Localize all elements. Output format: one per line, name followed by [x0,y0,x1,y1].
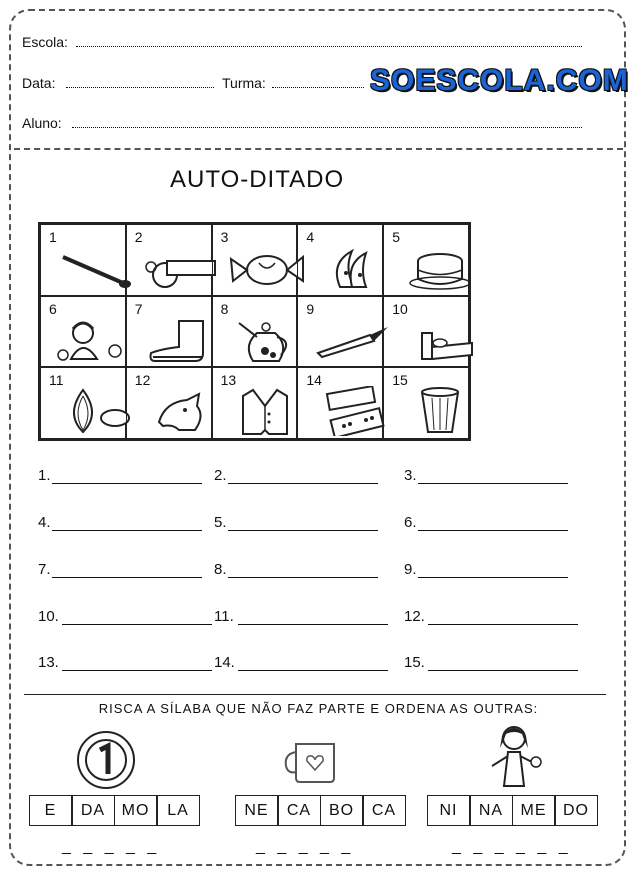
pen-icon [310,315,394,365]
picture-number: 8 [220,300,229,317]
syllable-box[interactable]: NA [469,795,513,826]
picture-cell [297,367,383,439]
answer-label: 9. [404,561,417,578]
answer-label: 11. [214,608,234,625]
picture-cell [126,224,212,296]
boot-icon [139,315,223,365]
picture-cell [297,224,383,296]
picture-number: 15 [392,372,408,389]
answer-label: 13. [38,654,59,671]
syllable-row [236,795,406,826]
picture-number: 6 [49,300,57,317]
answer-line[interactable] [62,670,212,671]
cake-icon [396,243,480,293]
turma-field[interactable] [272,87,364,88]
syllable-box[interactable]: BO [320,795,364,826]
picture-cell [126,296,212,368]
syllable-box[interactable]: MO [114,795,158,826]
girl-icon [484,720,544,790]
answer-label: 8. [214,561,227,578]
answer-line[interactable] [228,577,378,578]
answer-label: 4. [38,514,51,531]
syllable-box[interactable]: LA [156,795,200,826]
whistle-icon [139,243,223,293]
picture-cell [383,224,469,296]
answer-label: 5. [214,514,227,531]
answer-line[interactable] [238,624,388,625]
answer-label: 7. [38,561,51,578]
picture-grid [38,222,471,441]
answer-label: 3. [404,467,417,484]
syllable-box[interactable]: NE [235,795,279,826]
turma-label: Turma: [222,75,266,91]
answer-label: 15. [404,654,425,671]
answer-line[interactable] [418,530,568,531]
answer-line[interactable] [52,577,202,578]
picture-number: 13 [220,372,237,389]
answer-blanks[interactable]: _ _ _ _ _ [62,838,161,855]
bed-icon [396,315,480,365]
vest-icon [225,386,309,436]
glass-icon [396,386,480,436]
answer-line[interactable] [52,483,202,484]
picture-number: 3 [220,229,229,245]
picture-number: 12 [134,372,151,389]
aluno-label: Aluno: [22,115,62,131]
picture-cell [297,296,383,368]
picture-number: 14 [306,372,322,389]
candy-icon [225,243,309,293]
picture-cell [212,296,298,368]
answer-blanks[interactable]: _ _ _ _ _ _ [452,838,572,855]
picture-cell [40,367,126,439]
answer-label: 1. [38,467,51,484]
picture-cell [212,224,298,296]
answer-line[interactable] [428,670,578,671]
onion-icon [53,386,137,436]
answer-label: 10. [38,608,59,625]
aluno-field[interactable] [72,127,582,128]
horse-icon [139,386,223,436]
teapot-icon [225,315,309,365]
picture-cell [126,367,212,439]
picture-number: 9 [306,300,315,317]
syllable-box[interactable]: ME [512,795,556,826]
header-separator [14,148,623,150]
exercise-instruction: RISCA A SÍLABA QUE NÃO FAZ PARTE E ORDENA AS OUTRAS: [98,701,539,716]
answer-label: 6. [404,514,417,531]
page-title: AUTO-DITADO [170,166,345,193]
picture-number: 11 [49,372,64,389]
picture-number: 4 [306,229,315,245]
data-label: Data: [22,75,56,91]
syllable-row [428,795,598,826]
answer-line[interactable] [418,577,568,578]
picture-cell [383,296,469,368]
escola-label: Escola: [22,34,68,50]
answer-line[interactable] [228,530,378,531]
syllable-row [30,795,200,826]
picture-cell [40,224,126,296]
syllable-box[interactable]: DA [71,795,115,826]
answer-line[interactable] [228,483,378,484]
syllable-box[interactable]: CA [277,795,321,826]
answer-label: 14. [214,654,235,671]
answer-line[interactable] [238,670,388,671]
picture-number: 1 [49,229,57,245]
syllable-box[interactable]: DO [554,795,598,826]
picture-number: 5 [392,229,400,245]
syllable-box[interactable]: NI [427,795,471,826]
matchstick-icon [53,243,137,293]
mug-icon [282,740,352,784]
picture-number: 7 [134,300,143,317]
picture-cell [212,367,298,439]
site-logo: SOESCOLA.COM [370,64,629,97]
answer-line[interactable] [428,624,578,625]
data-field[interactable] [66,87,214,88]
syllable-box[interactable]: E [29,795,73,826]
syllable-box[interactable]: CA [362,795,406,826]
answer-line[interactable] [62,624,212,625]
answer-line[interactable] [418,483,568,484]
answer-label: 12. [404,608,425,625]
domino-icon [310,386,394,436]
answer-blanks[interactable]: _ _ _ _ _ [256,838,355,855]
escola-field[interactable] [76,46,582,47]
picture-number: 10 [392,300,408,317]
picture-number: 2 [134,229,143,245]
bananas-icon [310,243,394,293]
answer-label: 2. [214,467,227,484]
picture-cell [40,296,126,368]
picture-cell [383,367,469,439]
coin-icon [74,730,138,790]
doll-icon [53,315,137,365]
section-divider [24,694,606,695]
answer-line[interactable] [52,530,202,531]
